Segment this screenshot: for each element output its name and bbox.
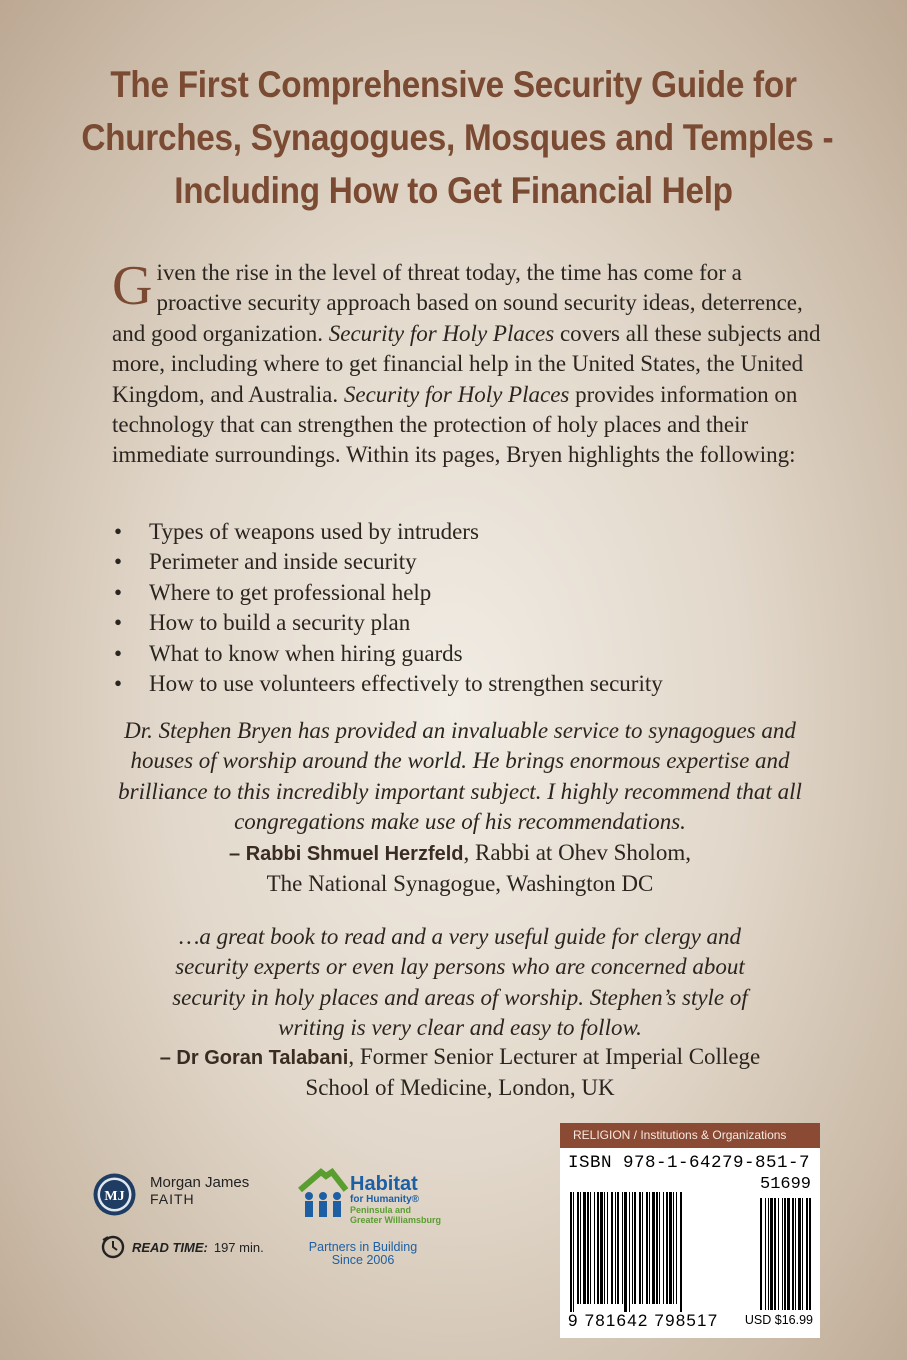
bullet-icon: • (114, 579, 123, 605)
headline (81, 58, 834, 217)
habitat-name: Habitat (350, 1173, 418, 1195)
endorsement-quote (80, 716, 840, 838)
price-label: USD $16.99 (744, 1313, 813, 1327)
blurb-text: provides information on technology that can strengthen the protection of holy places and their immediate surroundings. Within its pages, Bryen highlights the following: (112, 381, 798, 468)
blurb-paragraph (112, 255, 832, 471)
drop-cap: G (112, 255, 153, 317)
quote-line: …a great book to read and a very useful guide for clergy and (178, 924, 742, 949)
list-item-text: How to build a security plan (149, 610, 411, 636)
list-item (112, 669, 663, 699)
book-title: Security for Holy Places (328, 320, 555, 346)
list-item-text: How to use volunteers effectively to strengthen security (149, 671, 663, 697)
quote-line: brilliance to this incredibly important subject. I highly recommend that all (118, 778, 802, 804)
endorser-role: , Rabbi at Ohev Sholom, (463, 840, 691, 865)
publisher-name-text: Morgan James (150, 1174, 250, 1191)
headline-line: Churches, Synagogues, Mosques and Temples - (81, 117, 834, 158)
endorser-name: – Dr Goran Talabani (159, 1047, 349, 1069)
quote-line: houses of worship around the world. He brings enormous expertise and (130, 748, 790, 774)
endorsement-attribution (80, 1042, 840, 1104)
list-item (112, 639, 663, 669)
category-bar: RELIGION / Institutions & Organizations (560, 1123, 820, 1148)
partners-line: Since 2006 (331, 1253, 395, 1267)
headline-line: Including How to Get Financial Help (174, 170, 733, 211)
headline-line: The First Comprehensive Security Guide for (110, 64, 797, 105)
endorser-role: The National Synagogue, Washington DC (266, 871, 654, 897)
habitat-region: Peninsula and (350, 1205, 412, 1215)
habitat-region: Greater Williamsburg (350, 1215, 441, 1225)
bullet-icon: • (114, 549, 123, 575)
read-time-label: READ TIME: (132, 1239, 208, 1255)
habitat-sub: for Humanity® (350, 1194, 420, 1205)
blurb-text: covers all these subjects and more, including where to get financial help in the United States, the United Kingdom, and Australia. (112, 320, 821, 407)
clock-icon (100, 1234, 126, 1260)
endorser-role: School of Medicine, London, UK (305, 1075, 615, 1101)
list-item-text: What to know when hiring guards (149, 640, 463, 666)
quote-line: writing is very clear and easy to follow. (278, 1015, 642, 1041)
quote-line: Dr. Stephen Bryen has provided an invaluable service to synagogues and (124, 718, 796, 743)
list-item (112, 547, 663, 577)
list-item (112, 578, 663, 608)
bullet-icon: • (114, 671, 123, 697)
bullet-icon: • (114, 519, 123, 544)
barcode-box (560, 1148, 820, 1338)
endorsement-quote (80, 922, 840, 1044)
highlights-list (112, 517, 663, 699)
habitat-partners-text (300, 1241, 426, 1267)
list-item-text: Where to get professional help (149, 579, 432, 605)
publisher-name (150, 1174, 249, 1208)
morgan-james-logo-icon (92, 1172, 137, 1217)
partners-line: Partners in Building (308, 1240, 418, 1254)
isbn-label: ISBN 978-1-64279-851-7 (568, 1153, 811, 1173)
blurb-text: iven the rise in the level of threat today, the time has come for a proactive security approach based on sound security ideas, deterrence, and good organization. (112, 260, 803, 346)
logo-letters: MJ (104, 1189, 125, 1204)
endorser-name: – Rabbi Shmuel Herzfeld (229, 843, 464, 865)
quote-line: security in holy places and areas of worship. Stephen’s style of (172, 984, 748, 1010)
price-code: 51699 (760, 1175, 812, 1194)
quote-line: security experts or even lay persons who are concerned about (175, 954, 745, 980)
endorsement-attribution (80, 838, 840, 900)
endorser-role: , Former Senior Lecturer at Imperial College (348, 1044, 761, 1069)
read-time-value: 197 min. (213, 1239, 264, 1255)
habitat-house-icon (296, 1168, 350, 1228)
list-item (112, 608, 663, 638)
list-item (112, 517, 663, 547)
book-title: Security for Holy Places (343, 381, 570, 407)
isbn-digits: 9 781642 798517 (568, 1311, 719, 1330)
barcode-icon (570, 1178, 815, 1313)
list-item-text: Perimeter and inside security (149, 549, 417, 575)
publisher-imprint: FAITH (150, 1191, 195, 1207)
read-time (100, 1234, 264, 1260)
bullet-icon: • (114, 640, 123, 666)
list-item-text: Types of weapons used by intruders (149, 519, 479, 544)
quote-line: congregations make use of his recommendations. (234, 809, 686, 835)
bullet-icon: • (114, 610, 123, 636)
habitat-logo-text (350, 1174, 441, 1225)
